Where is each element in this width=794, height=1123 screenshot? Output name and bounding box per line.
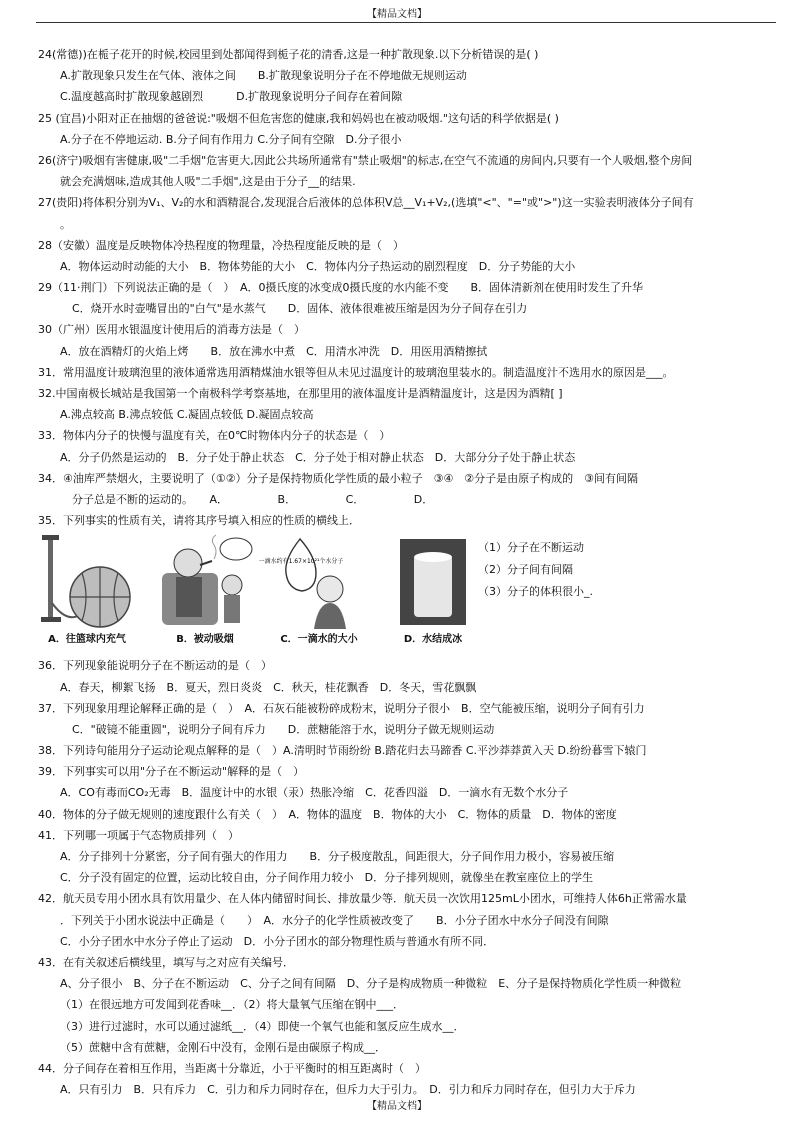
question-line: 43．在有关叙述后横线里，填写与之对应有关编号． — [38, 955, 294, 969]
question-line: 27(贵阳)将体积分别为V₁、V₂的水和酒精混合,发现混合后液体的总体积V总__V₁+V₂,(选填"<"、"="或">")这一实验表明液体分子间有 — [38, 196, 694, 210]
question-line: A．分子仍然是运动的 B．分子处于静止状态 C．分子处于相对静止状态 D．大部分分子处于静止状态 — [60, 450, 576, 464]
option-3: （3）分子的体积很小_. — [478, 585, 593, 599]
question-line: A．CO有毒而CO₂无毒 B．温度计中的水银（汞）热胀冷缩 C．花香四溢 D．一滴水有无数个水分子 — [60, 786, 569, 800]
figure-c — [258, 533, 368, 653]
option-2: （2）分子间有间隔 — [478, 563, 573, 577]
question-line: A．春天，柳絮飞扬 B．夏天，烈日炎炎 C．秋天，桂花飘香 D．冬天，雪花飘飘 — [60, 680, 477, 694]
question-line: A、分子很小 B、分子在不断运动 C、分子之间有间隔 D、分子是构成物质一种微粒 E、分子是保持物质化学性质一种微粒 — [60, 977, 682, 991]
question-line: 31．常用温度计玻璃泡里的液体通常选用酒精煤油水银等但从未见过温度计的玻璃泡里装水的。制造温度汁不选用水的原因是___。 — [38, 365, 674, 379]
question-line: A.扩散现象只发生在气体、液体之间 B.扩散现象说明分子在不停地做无规则运动 — [60, 69, 467, 83]
water-drop-icon — [258, 533, 368, 631]
figure-b-caption: B．被动吸烟 — [176, 634, 234, 646]
question-line: 33．物体内分子的快慢与温度有关，在0℃时物体内分子的状态是（ ） — [38, 429, 391, 443]
figure-d-caption: D．水结成冰 — [403, 634, 463, 646]
question-line: 29（11·荆门）下列说法正确的是（ ） A．0摄氏度的冰变成0摄氏度的水内能不变 B．固体清新剂在使用时发生了升华 — [38, 281, 644, 295]
question-line: 36．下列现象能说明分子在不断运动的是（ ） — [38, 659, 272, 673]
ice-block-icon — [384, 533, 482, 631]
page-header: 【精品文档】 — [367, 9, 427, 20]
question-line: C．分子没有固定的位置，运动比较自由，分子间作用力较小 D．分子排列规则，就像坐在教室座位上的学生 — [60, 871, 594, 885]
questions-24-35 — [38, 44, 778, 531]
question-line: ．下列关于小团水说法中正确是（ ） A．水分子的化学性质被改变了 B．小分子团水中水分子间没有间隙 — [60, 913, 609, 927]
figure-options — [478, 537, 593, 603]
figure-row — [38, 531, 778, 655]
question-line: 44．分子间存在着相互作用，当距离十分靠近，小于平衡时的相互距离时（ ） — [38, 1061, 426, 1075]
question-line: 38．下列诗句能用分子运动论观点解释的是（ ）A.清明时节雨纷纷 B.踏花归去马蹄香 C.平沙莽莽黄入天 D.纷纷暮雪下辕门 — [38, 744, 647, 758]
figure-c-caption: C．一滴水的大小 — [280, 634, 358, 646]
question-line: C．小分子团水中水分子停止了运动 D．小分子团水的部分物理性质与普通水有所不同． — [60, 934, 495, 948]
question-line: 就会充满烟味,造成其他人吸"二手烟",这是由于分子__的结果. — [60, 175, 356, 189]
question-line: A．放在酒精灯的火焰上烤 B．放在沸水中煮 C．用清水冲洗 D．用医用酒精擦拭 — [60, 344, 488, 358]
question-line: 26(济宁)吸烟有害健康,吸"二手烟"危害更大,因此公共场所通常有"禁止吸烟"的标志,在空气不流通的房间内,只要有一个人吸烟,整个房间 — [38, 153, 693, 167]
document-body — [38, 44, 778, 1100]
figure-d — [384, 533, 482, 653]
page-footer: 【精品文档】 — [367, 1101, 427, 1112]
question-line: （5）蔗糖中含有蔗糖，金刚石中没有，金刚石是由碳原子构成__． — [60, 1040, 386, 1054]
question-line: C．烧开水时壶嘴冒出的"白气"是水蒸气 D．固体、液体很难被压缩是因为分子间存在引力 — [72, 302, 528, 316]
question-line: 32.中国南极长城站是我国第一个南极科学考察基地，在那里用的液体温度计是酒精温度计，这是因为酒精[ ] — [38, 387, 563, 400]
question-line: 25 (宜昌)小阳对正在抽烟的爸爸说:"吸烟不但危害您的健康,我和妈妈也在被动吸烟."这句话的科学依据是( ) — [38, 111, 559, 125]
question-line: 39．下列事实可以用"分子在不断运动"解释的是（ ） — [38, 765, 305, 779]
question-line: （1）在很远地方可发闻到花香味__．（2）将大量氧气压缩在钢中___． — [60, 998, 404, 1012]
question-line: A.沸点较高 B.沸点较低 C.凝固点较低 D.凝固点较高 — [60, 408, 314, 422]
questions-36-44 — [38, 655, 778, 1100]
passive-smoking-icon — [156, 533, 254, 631]
question-line: A.分子在不停地运动. B.分子间有作用力 C.分子间有空隙 D.分子很小 — [60, 132, 402, 146]
question-line: 40．物体的分子做无规则的速度跟什么有关（ ） A．物体的温度 B．物体的大小 C．物体的质量 D．物体的密度 — [38, 807, 617, 821]
question-line: C．"破镜不能重圆"，说明分子间有斥力 D．蔗糖能溶于水，说明分子做无规则运动 — [72, 722, 495, 736]
question-line: 42．航天员专用小团水具有饮用量少、在人体内储留时间长、排放量少等．航天员一次饮用125mL小团水，可维持人体6h正常需水量 — [38, 892, 687, 906]
question-line: 37．下列现象用理论解释正确的是（ ） A．石灰石能被粉碎成粉末，说明分子很小 B．空气能被压缩，说明分子间有引力 — [38, 701, 645, 715]
question-line: A．只有引力 B．只有斥力 C．引力和斥力同时存在，但斥力大于引力。 D．引力和斥力同时存在，但引力大于斥力 — [60, 1083, 636, 1097]
question-line: （3）进行过滤时，水可以通过滤纸__．（4）即使一个氧气也能和氢反应生成水__． — [60, 1019, 465, 1033]
header-divider — [36, 22, 776, 23]
figure-a — [38, 533, 136, 653]
question-line: C.温度越高时扩散现象越剧烈 D.扩散现象说明分子间存在着间隙 — [60, 90, 403, 104]
figure-c-bubble: 一滴水约有1.67×10²¹个水分子 — [258, 558, 344, 566]
figure-a-caption: A．往篮球内充气 — [48, 634, 126, 646]
pump-basketball-icon — [38, 533, 136, 631]
option-1: （1）分子在不断运动 — [478, 541, 584, 555]
question-line: 24(常德))在栀子花开的时候,校园里到处都闻得到栀子花的清香,这是一种扩散现象.以下分析错误的是( ) — [38, 48, 539, 61]
question-line: 41．下列哪一项属于气态物质排列（ ） — [38, 828, 239, 842]
question-line: A．物体运动时动能的大小 B．物体势能的大小 C．物体内分子热运动的剧烈程度 D．分子势能的大小 — [60, 259, 576, 273]
figure-b — [156, 533, 254, 653]
question-line: 34．④油库严禁烟火，主要说明了（①②）分子是保持物质化学性质的最小粒子 ③④ ②分子是由原子构成的 ③间有间隔 — [38, 471, 639, 485]
question-line: 28（安徽）温度是反映物体冷热程度的物理量，冷热程度能反映的是（ ） — [38, 238, 404, 252]
question-line: A．分子排列十分紧密，分子间有强大的作用力 B．分子极度散乱，间距很大，分子间作用力极小，容易被压缩 — [60, 850, 615, 863]
question-line: 35．下列事实的性质有关，请将其序号填入相应的性质的横线上． — [38, 514, 360, 528]
question-line: 。 — [60, 217, 71, 231]
question-line: 分子总是不断的运动的。 A． B． C． D． — [72, 492, 434, 506]
question-line: 30（广州）医用水银温度计使用后的消毒方法是（ ） — [38, 323, 305, 337]
